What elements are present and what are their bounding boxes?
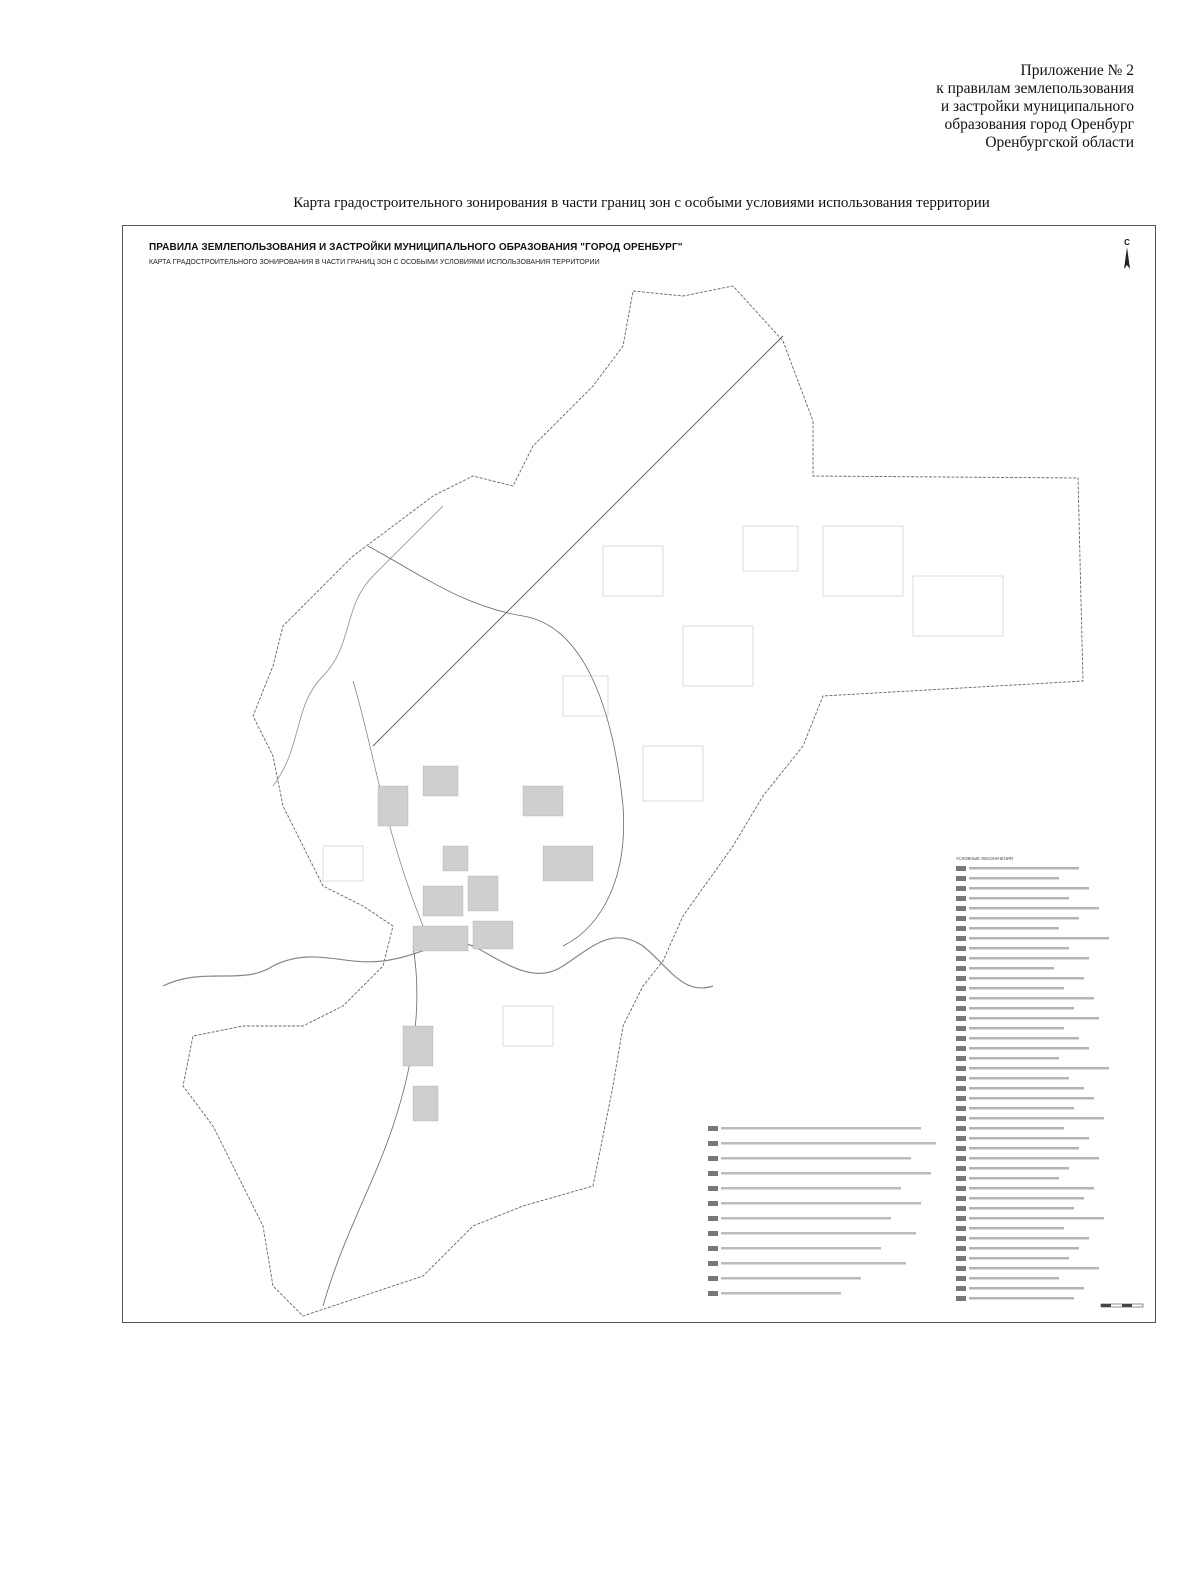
north-label: С xyxy=(1124,238,1130,247)
document-title: Карта градостроительного зонирования в части границ зон с особыми условиями использования территории xyxy=(293,195,990,211)
appendix-line-3: и застройки муниципального xyxy=(940,98,1134,115)
appendix-block xyxy=(734,62,1134,152)
appendix-line-2: к правилам землепользования xyxy=(936,80,1134,97)
map-frame xyxy=(122,225,1156,1323)
appendix-line-5: Оренбургской области xyxy=(985,134,1134,151)
legend-heading: УСЛОВНЫЕ ОБОЗНАЧЕНИЯ xyxy=(956,856,1013,861)
river-sakmara xyxy=(273,506,443,786)
map-canvas xyxy=(123,226,1154,1321)
urban-core xyxy=(378,766,593,1121)
legend-left xyxy=(708,1126,936,1296)
city-boundary xyxy=(183,286,1083,1316)
appendix-line-4: образования город Оренбург xyxy=(944,116,1134,133)
appendix-line-1: Приложение № 2 xyxy=(1020,62,1134,79)
map-subtitle: КАРТА ГРАДОСТРОИТЕЛЬНОГО ЗОНИРОВАНИЯ В ЧАСТИ ГРАНИЦ ЗОН С ОСОБЫМИ УСЛОВИЯМИ ИСПОЛЬЗОВАНИЯ ТЕРРИТОРИИ xyxy=(149,259,600,266)
south-road xyxy=(323,946,417,1306)
railway-main xyxy=(373,336,783,746)
scale-bar xyxy=(1101,1304,1143,1307)
map-title: ПРАВИЛА ЗЕМЛЕПОЛЬЗОВАНИЯ И ЗАСТРОЙКИ МУНИЦИПАЛЬНОГО ОБРАЗОВАНИЯ "ГОРОД ОРЕНБУРГ" xyxy=(149,242,683,253)
legend-right xyxy=(956,856,1109,1301)
